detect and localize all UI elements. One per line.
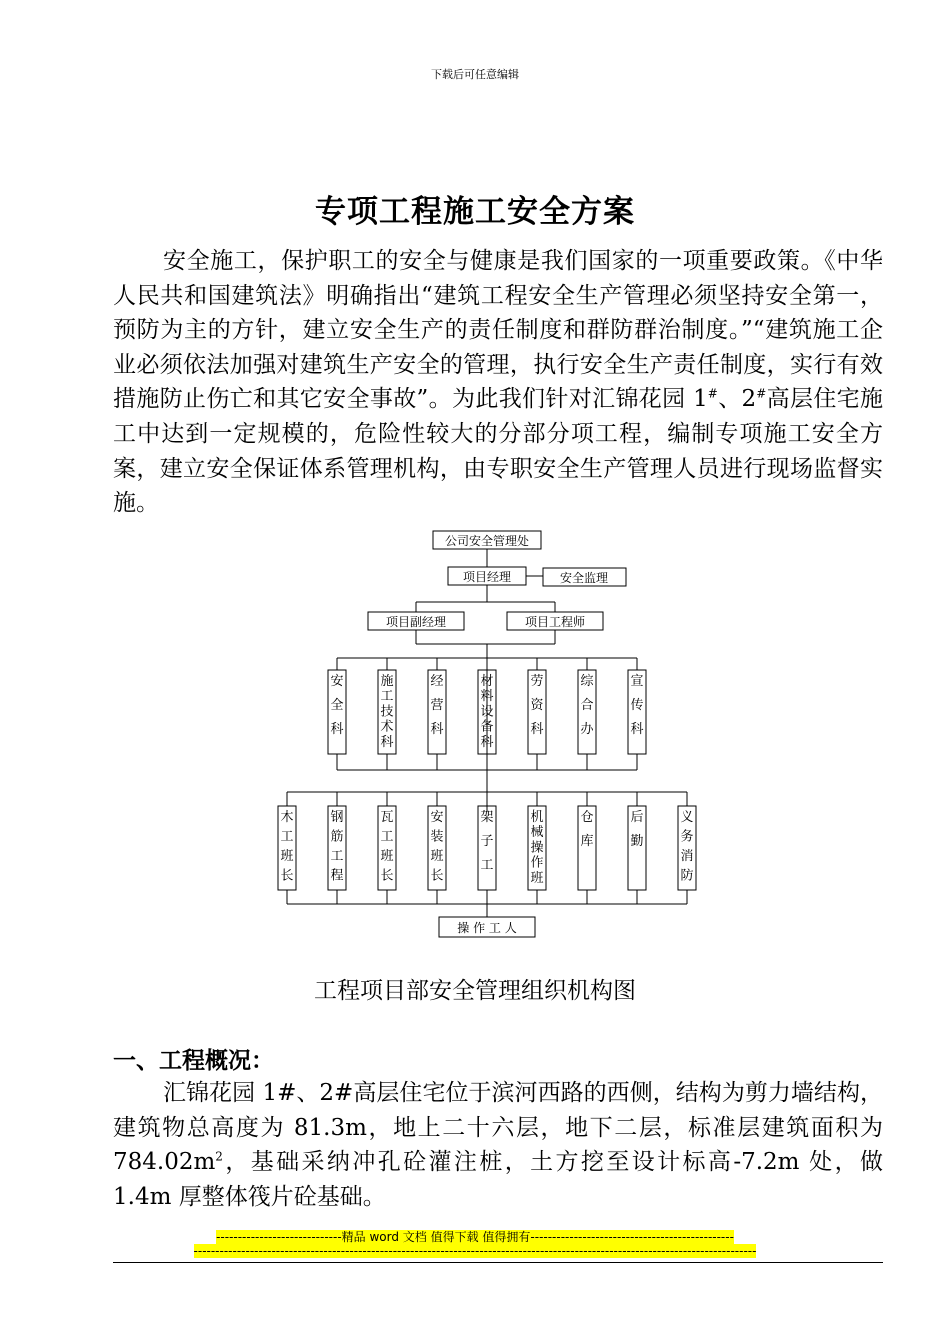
org-bottom-label: 操 作 工 人 [457, 921, 517, 935]
dept-label-4: 材料设备科 [480, 674, 494, 750]
intro-text-3: 高层住宅施工中达到一定规模的，危险性较大的分部分项工程，编制专项施工安全方案，建立安全保证体系管理机构，由专职安全生产管理人员进行现场监督实施。 [113, 386, 884, 517]
org-manager-label: 项目经理 [462, 570, 512, 584]
section-paragraph [113, 1076, 883, 1214]
section-heading: 一、工程概况： [113, 1047, 274, 1074]
header-note: 下载后可任意编辑 [431, 68, 519, 81]
document-title: 专项工程施工安全方案 [315, 194, 635, 230]
footer-dashes [0, 1244, 950, 1258]
team-label-7: 仓库 [580, 810, 594, 849]
org-top-label: 公司安全管理处 [444, 534, 530, 548]
footer-banner [0, 1228, 950, 1245]
team-label-6: 机械操作班 [530, 810, 544, 886]
dept-label-5: 劳资科 [530, 674, 544, 737]
dept-label-7: 宣传科 [630, 674, 644, 737]
dept-label-6: 综合办 [580, 674, 594, 737]
footer-dashes-text: ---------------------------------------------------------------------------------------------------------------------------------- [193, 1244, 757, 1258]
team-label-8: 后勤 [630, 810, 644, 849]
intro-sup-1: # [707, 386, 718, 401]
intro-text-2: 、2 [717, 386, 757, 413]
org-chart [0, 525, 950, 945]
org-engineer-label: 项目工程师 [524, 615, 586, 629]
dept-label-3: 经营科 [430, 674, 444, 737]
section-sup: 2 [215, 1149, 223, 1164]
org-deputy-label: 项目副经理 [385, 615, 447, 629]
chart-caption: 工程项目部安全管理组织机构图 [314, 978, 636, 1004]
org-supervision-label: 安全监理 [559, 571, 609, 585]
team-label-5: 架子工 [480, 810, 494, 873]
dept-label-2: 施工技术科 [380, 674, 394, 750]
team-label-9: 义务消防 [680, 810, 694, 884]
team-label-3: 瓦工班长 [380, 810, 394, 884]
intro-sup-2: # [756, 386, 767, 401]
team-label-4: 安装班长 [430, 810, 444, 884]
team-label-1: 木工班长 [280, 810, 294, 884]
intro-paragraph [113, 244, 883, 521]
section-text-1: 汇锦花园 1#、2#高层住宅位于滨河西路的西侧，结构为剪力墙结构，建筑物总高度为 81.3m，地上二十六层，地下二层，标准层建筑面积为 784.02m [113, 1080, 883, 1176]
team-label-2: 钢筋工程 [330, 810, 344, 884]
section-text-2: ，基础采纳冲孔砼灌注桩，土方挖至设计标高-7.2m 处，做 1.4m 厚整体筏片砼基础。 [113, 1149, 883, 1210]
dept-label-1: 安全科 [330, 674, 344, 737]
footer-banner-text: -----------------------------精品 word 文档 值得下载 值得拥有----------------------------------------------- [216, 1230, 734, 1244]
intro-text-1: 安全施工，保护职工的安全与健康是我们国家的一项重要政策。《中华人民共和国建筑法》明确指出“建筑工程安全生产管理必须坚持安全第一，预防为主的方针，建立安全生产的责任制度和群防群治制度。”“建筑施工企业必须依法加强对建筑生产安全的管理，执行安全生产责任制度，实行有效措施防止伤亡和其它安全事故”。为此我们针对汇锦花园 1 [113, 248, 883, 413]
footer-rule [113, 1262, 883, 1263]
